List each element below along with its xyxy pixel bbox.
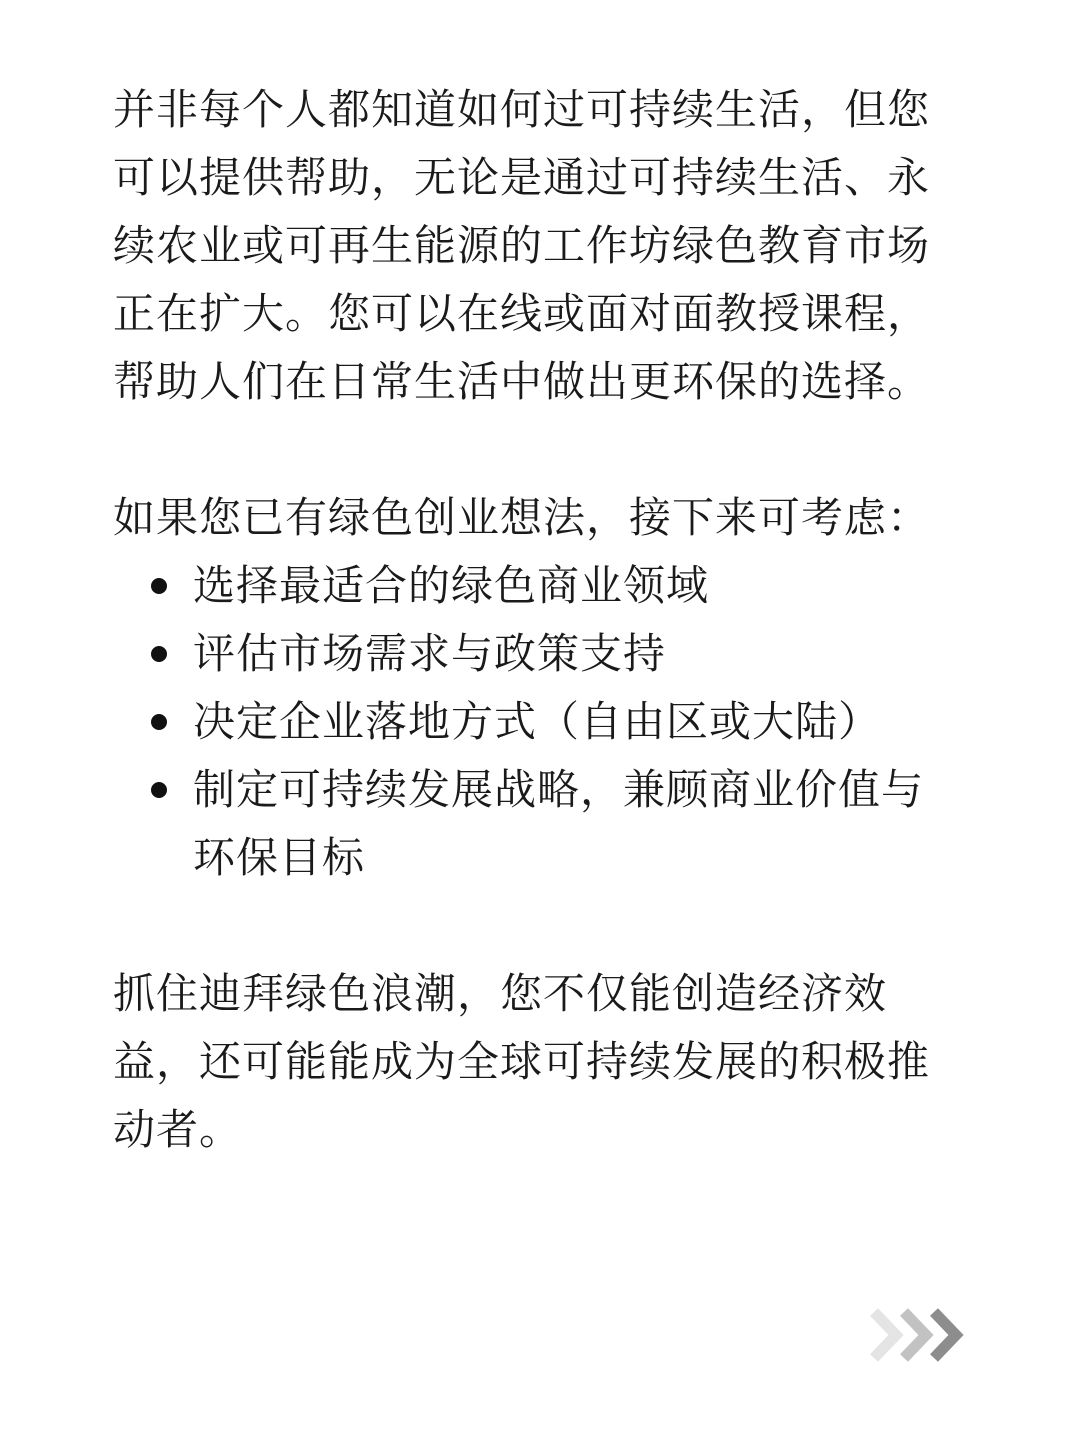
intro-paragraph: 并非每个人都知道如何过可持续生活，但您可以提供帮助，无论是通过可持续生活、永续农业或可再生能源的工作坊绿色教育市场正在扩大。您可以在线或面对面教授课程，帮助人们在日常生活中做出更环保的选择。 (113, 85, 931, 406)
triple-chevron-right-icon[interactable] (868, 1306, 968, 1364)
list-item: 选择最适合的绿色商业领域 (113, 552, 953, 620)
article-body (113, 76, 953, 1164)
closing-paragraph: 抓住迪拜绿色浪潮，您不仅能创造经济效益，还可能能成为全球可持续发展的积极推动者。 (113, 969, 931, 1154)
consider-paragraph: 如果您已有绿色创业想法，接下来可考虑： (113, 493, 931, 542)
next-steps-list (113, 552, 953, 892)
list-item: 决定企业落地方式（自由区或大陆） (113, 688, 953, 756)
list-item: 制定可持续发展战略，兼顾商业价值与环保目标 (113, 756, 953, 892)
list-item: 评估市场需求与政策支持 (113, 620, 953, 688)
